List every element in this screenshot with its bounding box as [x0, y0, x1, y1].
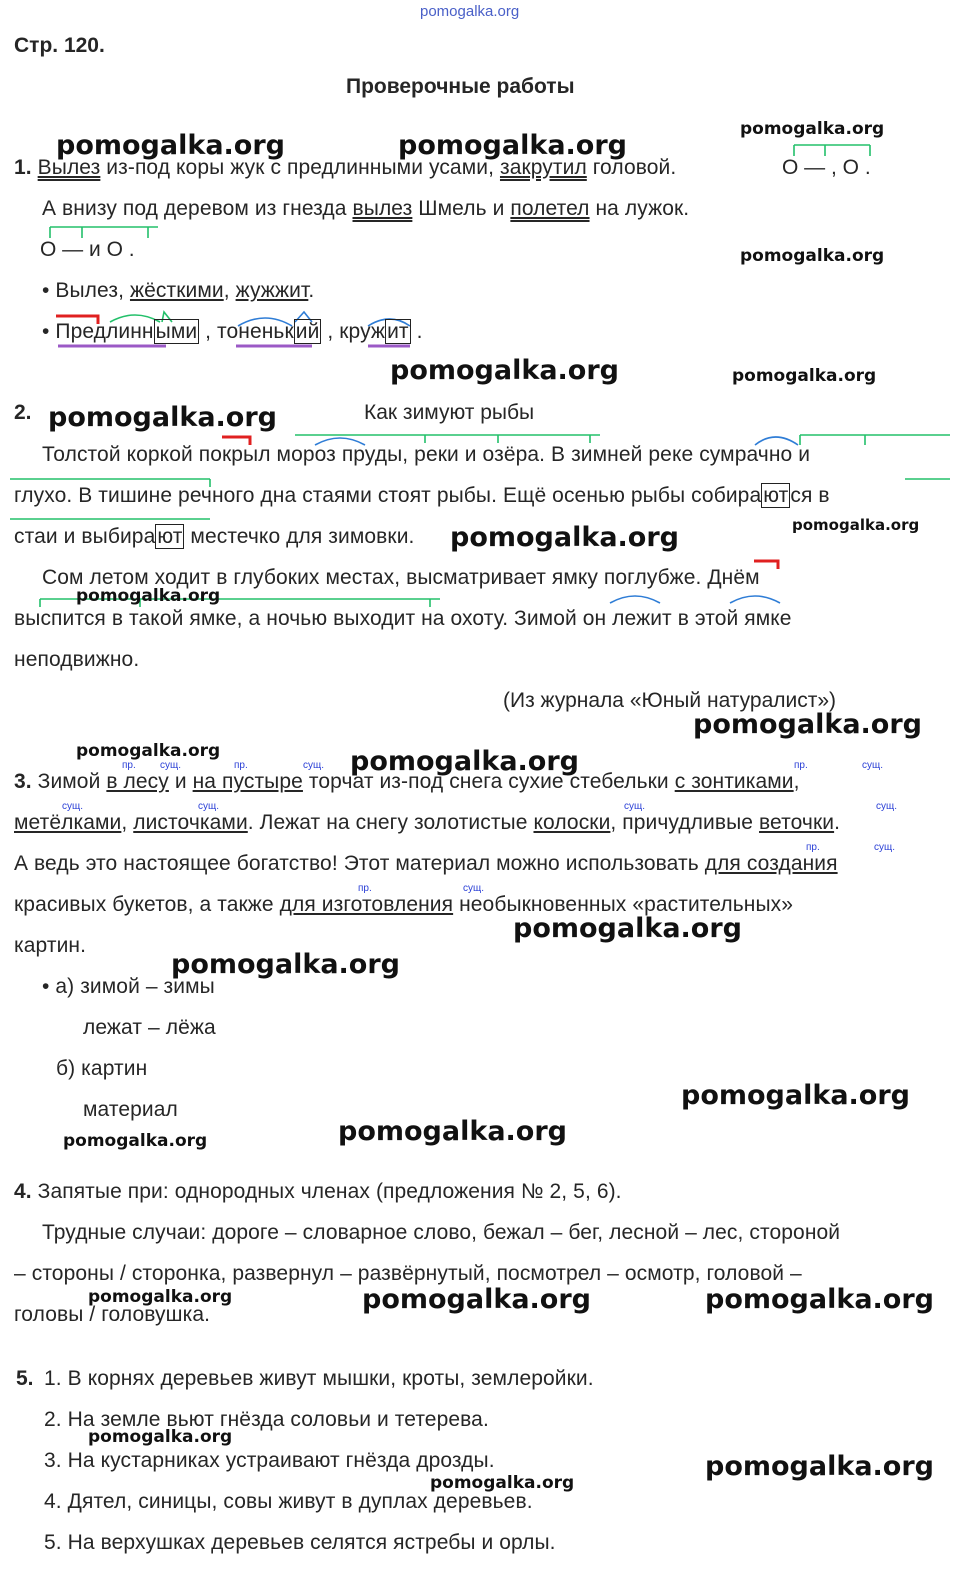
watermark: pomogalka.org	[48, 402, 277, 433]
schema1-arrows	[780, 140, 890, 162]
word: круж	[339, 320, 386, 343]
ex1-bullet2: • Предлинными , тоненький , кружит .	[42, 320, 423, 343]
ending: ий	[295, 320, 320, 343]
watermark: pomogalka.org	[430, 1473, 575, 1493]
text: на лужок.	[595, 197, 690, 220]
watermark: pomogalka.org	[693, 709, 922, 740]
text: .	[834, 811, 841, 834]
text: местечко для зимовки.	[190, 525, 415, 548]
word: полетел	[510, 197, 590, 220]
tag-sush: сущ.	[160, 760, 182, 771]
schema2-arrows	[38, 222, 168, 244]
ex4-line3: – стороны / сторонка, развернул – развёрнутый, посмотрел – осмотр, головой –	[14, 1262, 802, 1285]
text: ,	[121, 811, 128, 834]
ending: ют	[763, 484, 789, 507]
tag-sush: сущ.	[874, 842, 896, 853]
phrase: для изготовления	[279, 893, 454, 916]
word: тоненьк	[217, 320, 294, 343]
watermark: pomogalka.org	[705, 1284, 934, 1315]
text: Зимой	[37, 770, 101, 793]
word: жужжит	[235, 279, 309, 302]
tag-sush: сущ.	[463, 883, 485, 894]
ex1-number: 1.	[14, 156, 32, 179]
watermark: pomogalka.org	[362, 1284, 591, 1315]
text: б)	[56, 1057, 76, 1080]
ex2-source: (Из журнала «Юный натуралист»)	[503, 689, 837, 712]
text: Шмель и	[418, 197, 505, 220]
tag-pr: пр.	[122, 760, 136, 771]
ex5-item: 1. В корнях деревьев живут мышки, кроты, землеройки.	[44, 1367, 594, 1390]
ex2-line6: неподвижно.	[14, 648, 140, 671]
tag-sush: сущ.	[876, 801, 898, 812]
text: картин	[81, 1057, 148, 1080]
text: . Лежат на снегу золотистые	[247, 811, 528, 834]
text: Запятые при: однородных членах (предложения № 2, 5, 6).	[37, 1180, 622, 1203]
watermark: pomogalka.org	[792, 516, 920, 534]
text: стаи и выбира	[14, 525, 156, 548]
text: красивых букетов, а также	[14, 893, 274, 916]
watermark: pomogalka.org	[338, 1116, 567, 1147]
ex4-line4: головы / головушка.	[14, 1303, 211, 1326]
phrase: для создания	[704, 852, 838, 875]
ex1-bullet1: • Вылез, жёсткими, жужжит.	[42, 279, 315, 302]
word: жёсткими	[129, 279, 224, 302]
ex1-schema2: О — и О .	[40, 238, 135, 261]
word: листочками	[133, 811, 248, 834]
ex3-b1	[56, 1057, 147, 1081]
ex4-number: 4.	[14, 1180, 32, 1203]
text: необыкновенных «растительных»	[459, 893, 794, 916]
tag-pr: пр.	[358, 883, 372, 894]
ex1-line2	[42, 197, 689, 221]
word: Предлинн	[55, 320, 154, 343]
ex3-line2	[14, 811, 840, 835]
ex3-b2: материал	[83, 1098, 178, 1121]
site-top-label: pomogalka.org	[420, 3, 520, 20]
ex5-item: 5. На верхушках деревьев селятся ястребы и орлы.	[44, 1531, 556, 1554]
watermark: pomogalka.org	[740, 246, 885, 266]
watermark: pomogalka.org	[76, 741, 221, 761]
watermark: pomogalka.org	[56, 130, 285, 161]
ex4-line1	[14, 1180, 622, 1204]
page-number: Стр. 120.	[14, 34, 105, 57]
tag-pr: пр.	[794, 760, 808, 771]
ex2-line1: Толстой коркой покрыл мороз пруды, реки и озёра. В зимней реке сумрачно и	[42, 443, 811, 466]
word: вылез	[352, 197, 413, 220]
phrase: с зонтиками	[674, 770, 794, 793]
tag-sush: сущ.	[198, 801, 220, 812]
word: закрутил	[499, 156, 587, 179]
ex2-title: Как зимуют рыбы	[364, 401, 535, 424]
word: веточки	[759, 811, 835, 834]
tag-sush: сущ.	[303, 760, 325, 771]
text: и	[174, 770, 187, 793]
watermark: pomogalka.org	[390, 355, 619, 386]
watermark: pomogalka.org	[76, 586, 221, 606]
text: А внизу под деревом из гнезда	[42, 197, 347, 220]
watermark: pomogalka.org	[450, 522, 679, 553]
tag-pr: пр.	[806, 842, 820, 853]
ex5-item: 4. Дятел, синицы, совы живут в дуплах деревьев.	[44, 1490, 533, 1513]
ex2-number: 2.	[14, 401, 32, 424]
ex4-line2: Трудные случаи: дороге – словарное слово, бежал – бег, лесной – лес, стороной	[42, 1221, 841, 1244]
watermark: pomogalka.org	[681, 1080, 910, 1111]
watermark: pomogalka.org	[88, 1287, 233, 1307]
text: • Вылез,	[42, 279, 125, 302]
watermark: pomogalka.org	[705, 1451, 934, 1482]
word: колоски	[533, 811, 611, 834]
ending: ит	[387, 320, 409, 343]
tag-sush: сущ.	[62, 801, 84, 812]
ending: ют	[157, 525, 183, 548]
text: ,	[793, 770, 800, 793]
ex3-number: 3.	[14, 770, 32, 793]
watermark: pomogalka.org	[88, 1427, 233, 1447]
ex5-number: 5.	[16, 1367, 34, 1390]
watermark: pomogalka.org	[350, 746, 579, 777]
ex1-schema1: О — , О .	[782, 156, 871, 179]
tag-pr: пр.	[234, 760, 248, 771]
text: , причудливые	[610, 811, 754, 834]
watermark: pomogalka.org	[63, 1131, 208, 1151]
ex3-line3	[14, 852, 838, 876]
watermark: pomogalka.org	[740, 119, 885, 139]
watermark: pomogalka.org	[513, 913, 742, 944]
ex3-a1: • а) зимой – зимы	[42, 975, 215, 998]
ex5-item: 3. На кустарниках устраивают гнёзда дрозды.	[44, 1449, 495, 1472]
ending: ыми	[155, 320, 198, 343]
ex3-a2: лежат – лёжа	[83, 1016, 216, 1039]
ex2-line5: выспится в такой ямке, а ночью выходит на охоту. Зимой он лежит в этой ямке	[14, 607, 792, 630]
text: торчат из-под снега сухие стебельки	[308, 770, 669, 793]
phrase: на пустыре	[192, 770, 303, 793]
tag-sush: сущ.	[862, 760, 884, 771]
tag-sush: сущ.	[624, 801, 646, 812]
watermark: pomogalka.org	[732, 366, 877, 386]
text: ся в	[790, 484, 830, 507]
watermark: pomogalka.org	[398, 130, 627, 161]
word: Вылез	[37, 156, 101, 179]
page-title: Проверочные работы	[346, 75, 575, 98]
ex2-line4: Сом летом ходит в глубоких местах, высматривает ямку поглубже. Днём	[42, 566, 760, 589]
ex2-line2	[14, 484, 830, 508]
phrase: в лесу	[106, 770, 169, 793]
text: головой.	[592, 156, 677, 179]
ex2-line3	[14, 525, 414, 549]
text: глухо. В тишине речного дна стаями стоят рыбы. Ещё осенью рыбы собира	[14, 484, 762, 507]
ex5-item: 2. На земле вьют гнёзда соловьи и тетерева.	[44, 1408, 489, 1431]
ex3-line5: картин.	[14, 934, 87, 957]
word: метёлками	[14, 811, 122, 834]
text: из-под коры жук с предлинными усами,	[106, 156, 495, 179]
watermark: pomogalka.org	[171, 949, 400, 980]
text: А ведь это настоящее богатство! Этот материал можно использовать	[14, 852, 699, 875]
